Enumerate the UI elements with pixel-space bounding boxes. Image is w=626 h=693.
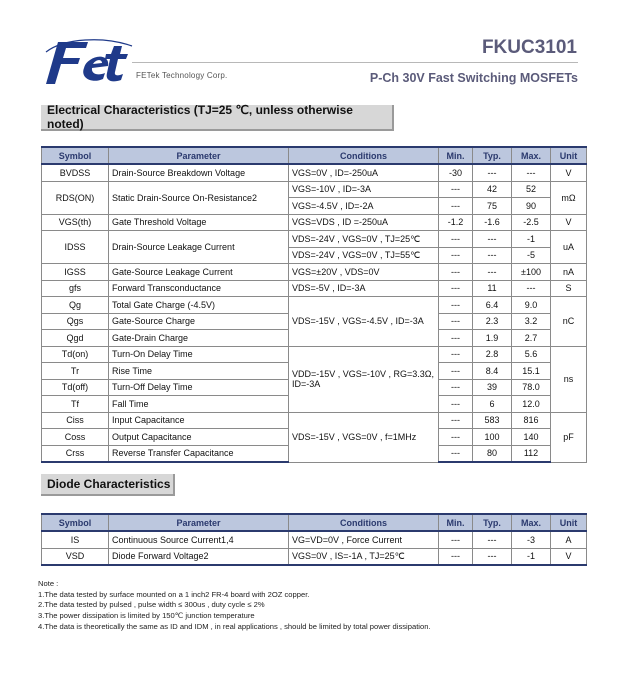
- parameter-cell: Continuous Source Current1,4: [109, 531, 289, 548]
- diode-table: [41, 513, 587, 566]
- max-cell: 9.0: [512, 297, 551, 314]
- electrical-title-text: Electrical Characteristics (TJ=25 ℃, unless otherwise noted): [47, 103, 353, 131]
- symbol-cell: IGSS: [42, 264, 109, 281]
- column-header: Parameter: [109, 147, 289, 164]
- max-cell: 15.1: [512, 363, 551, 380]
- condition-cell: VDS=-24V , VGS=0V , TJ=25℃: [289, 231, 439, 248]
- symbol-cell: Tr: [42, 363, 109, 380]
- max-cell: -1: [512, 548, 551, 565]
- typ-cell: 11: [473, 280, 512, 297]
- max-cell: ---: [512, 164, 551, 181]
- unit-cell: S: [551, 280, 587, 297]
- typ-cell: ---: [473, 164, 512, 181]
- typ-cell: ---: [473, 231, 512, 248]
- parameter-cell: Static Drain-Source On-Resistance2: [109, 181, 289, 214]
- max-cell: 52: [512, 181, 551, 198]
- min-cell: ---: [439, 363, 473, 380]
- min-cell: ---: [439, 247, 473, 264]
- header-rule: [132, 62, 578, 63]
- max-cell: 3.2: [512, 313, 551, 330]
- diode-title-text: Diode Characteristics: [47, 477, 171, 491]
- typ-cell: 39: [473, 379, 512, 396]
- unit-cell: V: [551, 214, 587, 231]
- condition-cell: VDS=-5V , ID=-3A: [289, 280, 439, 297]
- max-cell: 816: [512, 412, 551, 429]
- unit-cell: V: [551, 548, 587, 565]
- min-cell: ---: [439, 264, 473, 281]
- typ-cell: -1.6: [473, 214, 512, 231]
- symbol-cell: VSD: [42, 548, 109, 565]
- column-header: Unit: [551, 147, 587, 164]
- unit-cell: uA: [551, 231, 587, 264]
- min-cell: ---: [439, 531, 473, 548]
- parameter-cell: Gate-Drain Charge: [109, 330, 289, 347]
- column-header: Symbol: [42, 514, 109, 531]
- max-cell: -2.5: [512, 214, 551, 231]
- condition-cell: VG=VD=0V , Force Current: [289, 531, 439, 548]
- typ-cell: ---: [473, 247, 512, 264]
- condition-cell: VGS=±20V , VDS=0V: [289, 264, 439, 281]
- notes-heading: Note :: [38, 579, 59, 588]
- condition-cell: VDS=-15V , VGS=-4.5V , ID=-3A: [289, 297, 439, 347]
- max-cell: ---: [512, 280, 551, 297]
- parameter-cell: Turn-On Delay Time: [109, 346, 289, 363]
- symbol-cell: IS: [42, 531, 109, 548]
- table-row: [42, 412, 587, 429]
- electrical-section-title: [41, 105, 394, 131]
- max-cell: 12.0: [512, 396, 551, 413]
- table-header-row: [42, 514, 587, 531]
- symbol-cell: Qg: [42, 297, 109, 314]
- condition-cell: VGS=0V , IS=-1A , TJ=25℃: [289, 548, 439, 565]
- column-header: Conditions: [289, 147, 439, 164]
- typ-cell: 583: [473, 412, 512, 429]
- table-row: [42, 280, 587, 297]
- symbol-cell: Crss: [42, 445, 109, 462]
- column-header: Typ.: [473, 147, 512, 164]
- condition-cell: VDS=-24V , VGS=0V , TJ=55℃: [289, 247, 439, 264]
- symbol-cell: Td(on): [42, 346, 109, 363]
- table-row: [42, 164, 587, 181]
- parameter-cell: Input Capacitance: [109, 412, 289, 429]
- min-cell: ---: [439, 548, 473, 565]
- column-header: Typ.: [473, 514, 512, 531]
- parameter-cell: Reverse Transfer Capacitance: [109, 445, 289, 462]
- min-cell: ---: [439, 429, 473, 446]
- min-cell: ---: [439, 297, 473, 314]
- diode-section-title: [41, 474, 175, 496]
- product-subtitle: P-Ch 30V Fast Switching MOSFETs: [369, 71, 578, 85]
- table-header-row: [42, 147, 587, 164]
- condition-cell: VGS=-4.5V , ID=-2A: [289, 198, 439, 215]
- parameter-cell: Fall Time: [109, 396, 289, 413]
- part-number: FKUC3101: [481, 37, 577, 58]
- table-row: [42, 214, 587, 231]
- unit-cell: mΩ: [551, 181, 587, 214]
- column-header: Min.: [439, 147, 473, 164]
- max-cell: 5.6: [512, 346, 551, 363]
- condition-cell: VDD=-15V , VGS=-10V , RG=3.3Ω, ID=-3A: [289, 346, 439, 412]
- unit-cell: pF: [551, 412, 587, 462]
- typ-cell: 8.4: [473, 363, 512, 380]
- min-cell: ---: [439, 330, 473, 347]
- unit-cell: ns: [551, 346, 587, 412]
- parameter-cell: Total Gate Charge (-4.5V): [109, 297, 289, 314]
- column-header: Max.: [512, 147, 551, 164]
- table-row: [42, 264, 587, 281]
- max-cell: 90: [512, 198, 551, 215]
- note-item: 1.The data tested by surface mounted on a 1 inch2 FR-4 board with 2OZ copper.: [38, 589, 310, 599]
- column-header: Symbol: [42, 147, 109, 164]
- symbol-cell: Coss: [42, 429, 109, 446]
- max-cell: 140: [512, 429, 551, 446]
- parameter-cell: Drain-Source Leakage Current: [109, 231, 289, 264]
- parameter-cell: Output Capacitance: [109, 429, 289, 446]
- typ-cell: 6.4: [473, 297, 512, 314]
- max-cell: ±100: [512, 264, 551, 281]
- symbol-cell: Qgd: [42, 330, 109, 347]
- note-item: 4.The data is theoretically the same as ID and IDM , in real applications , should be limited by total power dissipation.: [38, 621, 431, 631]
- max-cell: 112: [512, 445, 551, 462]
- max-cell: 2.7: [512, 330, 551, 347]
- min-cell: ---: [439, 198, 473, 215]
- typ-cell: 2.8: [473, 346, 512, 363]
- typ-cell: 1.9: [473, 330, 512, 347]
- min-cell: ---: [439, 280, 473, 297]
- min-cell: ---: [439, 346, 473, 363]
- parameter-cell: Gate-Source Charge: [109, 313, 289, 330]
- company-name: FETek Technology Corp.: [136, 71, 228, 80]
- min-cell: ---: [439, 379, 473, 396]
- min-cell: ---: [439, 313, 473, 330]
- unit-cell: nA: [551, 264, 587, 281]
- typ-cell: ---: [473, 548, 512, 565]
- typ-cell: ---: [473, 264, 512, 281]
- symbol-cell: Qgs: [42, 313, 109, 330]
- typ-cell: 100: [473, 429, 512, 446]
- column-header: Parameter: [109, 514, 289, 531]
- table-row: [42, 231, 587, 248]
- max-cell: -5: [512, 247, 551, 264]
- symbol-cell: VGS(th): [42, 214, 109, 231]
- parameter-cell: Diode Forward Voltage2: [109, 548, 289, 565]
- column-header: Max.: [512, 514, 551, 531]
- unit-cell: A: [551, 531, 587, 548]
- min-cell: ---: [439, 445, 473, 462]
- column-header: Unit: [551, 514, 587, 531]
- symbol-cell: IDSS: [42, 231, 109, 264]
- unit-cell: V: [551, 164, 587, 181]
- symbol-cell: RDS(ON): [42, 181, 109, 214]
- max-cell: -3: [512, 531, 551, 548]
- table-row: [42, 548, 587, 565]
- min-cell: ---: [439, 231, 473, 248]
- min-cell: ---: [439, 181, 473, 198]
- column-header: Min.: [439, 514, 473, 531]
- typ-cell: 6: [473, 396, 512, 413]
- max-cell: -1: [512, 231, 551, 248]
- condition-cell: VDS=-15V , VGS=0V , f=1MHz: [289, 412, 439, 462]
- condition-cell: VGS=0V , ID=-250uA: [289, 164, 439, 181]
- table-row: [42, 181, 587, 198]
- typ-cell: ---: [473, 531, 512, 548]
- note-item: 2.The data tested by pulsed , pulse width ≤ 300us , duty cycle ≤ 2%: [38, 600, 265, 610]
- symbol-cell: BVDSS: [42, 164, 109, 181]
- table-row: [42, 297, 587, 314]
- table-row: [42, 531, 587, 548]
- parameter-cell: Rise Time: [109, 363, 289, 380]
- typ-cell: 75: [473, 198, 512, 215]
- symbol-cell: Td(off): [42, 379, 109, 396]
- electrical-table: [41, 146, 587, 463]
- parameter-cell: Turn-Off Delay Time: [109, 379, 289, 396]
- typ-cell: 80: [473, 445, 512, 462]
- condition-cell: VGS=VDS , ID =-250uA: [289, 214, 439, 231]
- min-cell: ---: [439, 396, 473, 413]
- min-cell: -1.2: [439, 214, 473, 231]
- parameter-cell: Gate-Source Leakage Current: [109, 264, 289, 281]
- parameter-cell: Forward Transconductance: [109, 280, 289, 297]
- typ-cell: 2.3: [473, 313, 512, 330]
- notes-block: [38, 579, 431, 633]
- max-cell: 78.0: [512, 379, 551, 396]
- symbol-cell: gfs: [42, 280, 109, 297]
- column-header: Conditions: [289, 514, 439, 531]
- symbol-cell: Tf: [42, 396, 109, 413]
- min-cell: ---: [439, 412, 473, 429]
- table-row: [42, 346, 587, 363]
- unit-cell: nC: [551, 297, 587, 347]
- note-item: 3.The power dissipation is limited by 150℃ junction temperature: [38, 611, 255, 621]
- min-cell: -30: [439, 164, 473, 181]
- condition-cell: VGS=-10V , ID=-3A: [289, 181, 439, 198]
- fetek-logo: [44, 38, 134, 86]
- parameter-cell: Gate Threshold Voltage: [109, 214, 289, 231]
- typ-cell: 42: [473, 181, 512, 198]
- symbol-cell: Ciss: [42, 412, 109, 429]
- parameter-cell: Drain-Source Breakdown Voltage: [109, 164, 289, 181]
